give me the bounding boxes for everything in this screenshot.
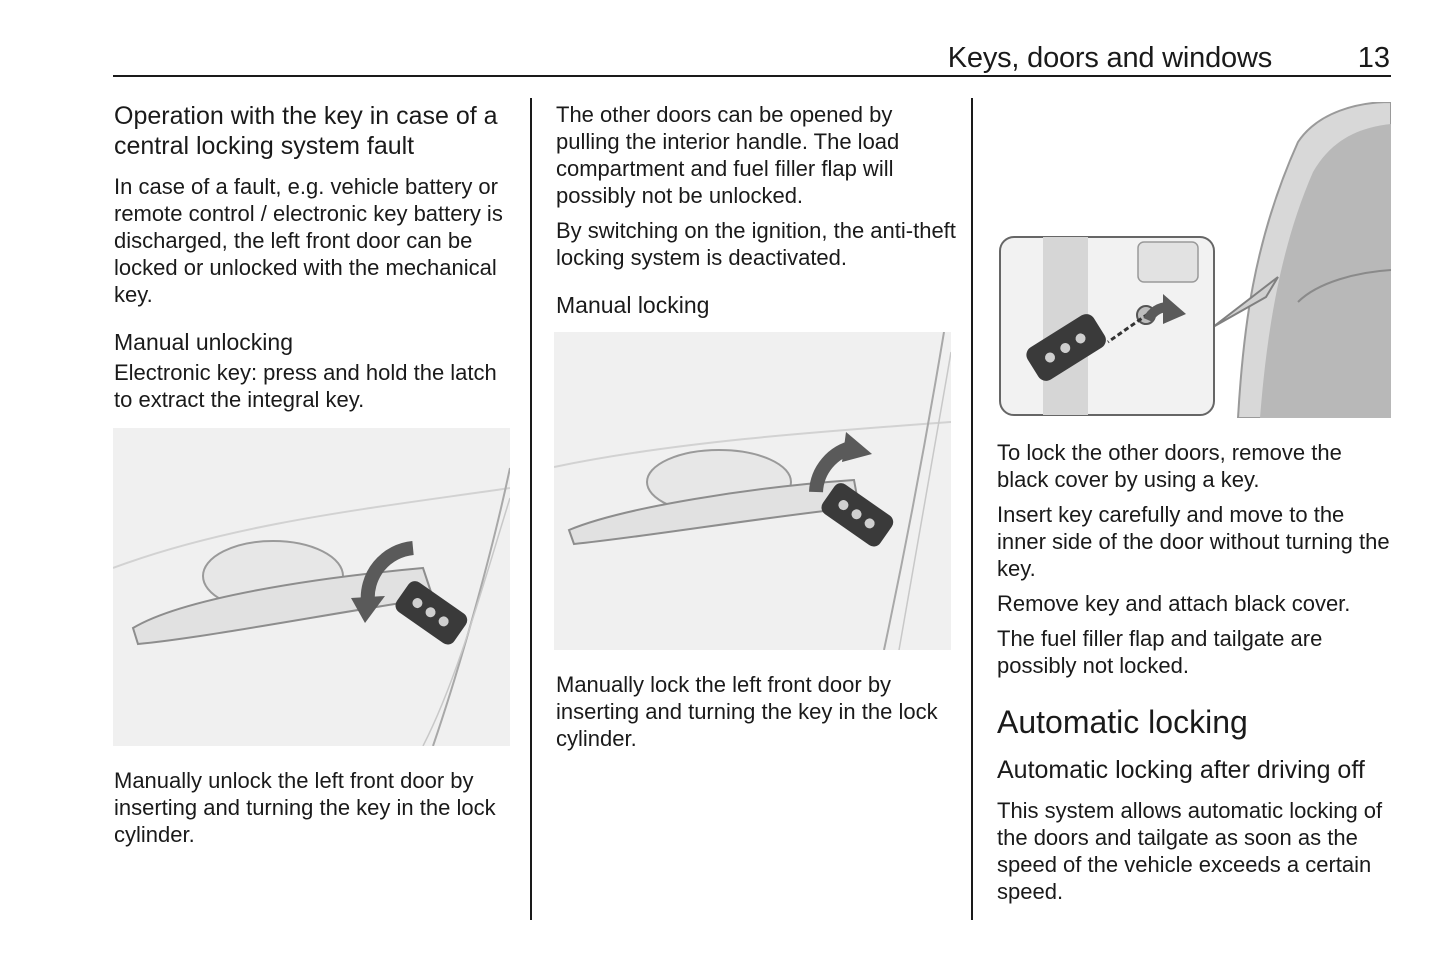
section-heading-key-operation: Operation with the key in case of a central locking system fault bbox=[114, 102, 498, 160]
column-3-text bbox=[997, 439, 1397, 905]
running-header-title: Keys, doors and windows bbox=[947, 42, 1272, 74]
paragraph-anti-theft: By switching on the ignition, the anti-theft locking system is deactivated. bbox=[556, 218, 956, 270]
column-2-caption bbox=[556, 671, 956, 752]
column-1-text-top bbox=[114, 101, 519, 413]
page-number: 13 bbox=[1357, 42, 1390, 74]
column-divider-2 bbox=[971, 98, 973, 920]
figure-door-lock-cover bbox=[998, 102, 1391, 418]
subheading-locking-after-driving: Automatic locking after driving off bbox=[997, 756, 1365, 784]
column-1-caption bbox=[114, 767, 519, 848]
paragraph-flap-tailgate: The fuel filler flap and tailgate are possibly not locked. bbox=[997, 626, 1323, 678]
door-handle-unlock-illustration bbox=[113, 428, 510, 746]
section-heading-automatic-locking: Automatic locking bbox=[997, 704, 1248, 740]
subheading-manual-unlocking: Manual unlocking bbox=[114, 329, 294, 355]
figure-manual-unlocking bbox=[113, 428, 510, 746]
paragraph-remove-cover: To lock the other doors, remove the black cover by using a key. bbox=[997, 440, 1342, 492]
paragraph-attach-cover: Remove key and attach black cover. bbox=[997, 591, 1351, 616]
paragraph-extract-key: Electronic key: press and hold the latch to extract the integral key. bbox=[114, 360, 497, 412]
caption-manual-unlocking: Manually unlock the left front door by inserting and turning the key in the lock cylinder. bbox=[114, 768, 496, 847]
paragraph-other-doors: The other doors can be opened by pulling the interior handle. The load compartment and fuel filler flap will possibly not be unlocked. bbox=[556, 102, 900, 208]
paragraph-insert-key: Insert key carefully and move to the inner side of the door without turning the key. bbox=[997, 502, 1390, 581]
door-edge-lock-illustration bbox=[998, 102, 1391, 418]
column-2-text-top bbox=[556, 101, 956, 319]
paragraph-automatic-locking: This system allows automatic locking of the doors and tailgate as soon as the speed of the vehicle exceeds a certain speed. bbox=[997, 798, 1383, 904]
door-handle-lock-illustration bbox=[554, 332, 951, 650]
subheading-manual-locking: Manual locking bbox=[556, 292, 710, 318]
figure-manual-locking bbox=[554, 332, 951, 650]
caption-manual-locking: Manually lock the left front door by inserting and turning the key in the lock cylinder. bbox=[556, 672, 938, 751]
paragraph-fault-intro: In case of a fault, e.g. vehicle battery or remote control / electronic key battery is discharged, the left front door can be locked or unlocked with the mechanical key. bbox=[114, 174, 503, 307]
header-rule bbox=[113, 75, 1391, 77]
column-divider-1 bbox=[530, 98, 532, 920]
